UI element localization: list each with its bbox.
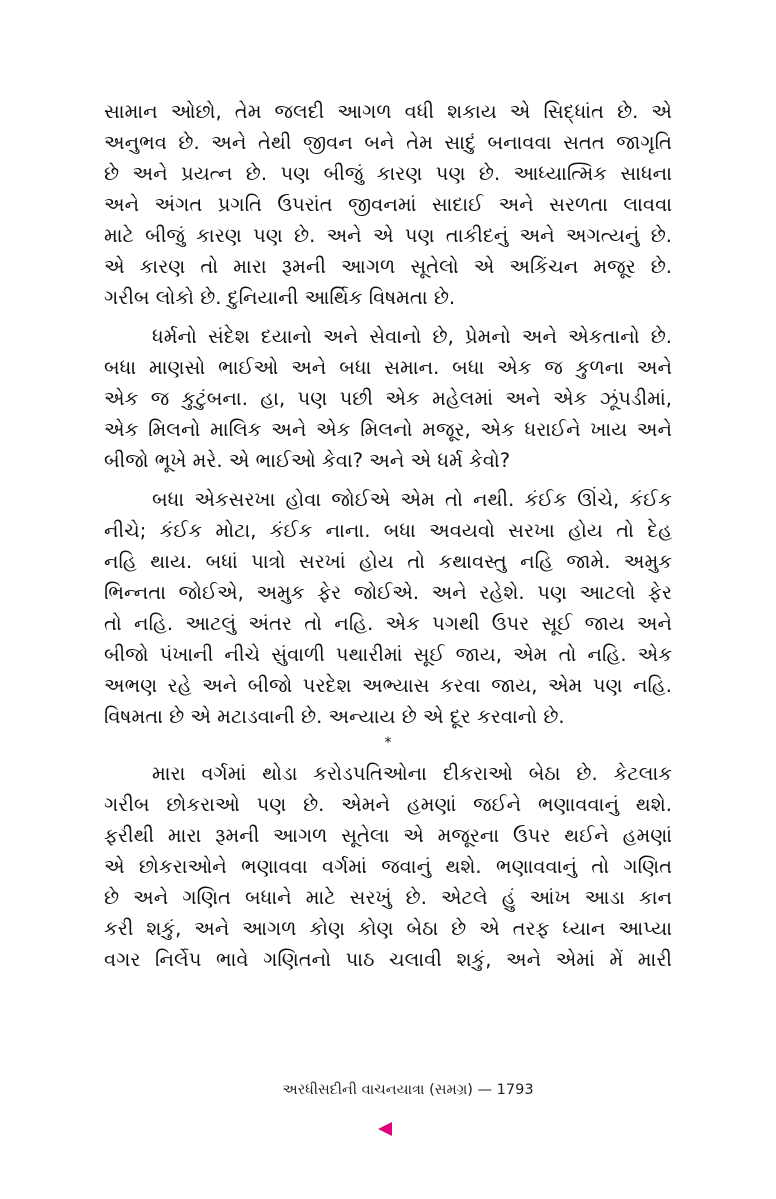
text-line: એ છોકરાઓને ભણાવવા વર્ગમાં જવાનું થશે. ભણાવવાનું તો ગણિત bbox=[104, 855, 672, 878]
text-line: એક મિલનો માલિક અને એક મિલનો મજૂર, એક ધરાઈને ખાય અને bbox=[104, 418, 672, 441]
text-line: ફરીથી મારા રૂમની આગળ સૂતેલા એ મજૂરના ઉપર થઈને હમણાં bbox=[104, 824, 672, 847]
text-line: ગરીબ છોકરાઓ પણ છે. એમને હમણાં જઈને ભણાવવાનું થશે. bbox=[104, 793, 672, 816]
paragraph-3 bbox=[104, 484, 672, 732]
text-line: છે અને ગણિત બધાને માટે સરખું છે. એટલે હું આંખ આડા કાન bbox=[104, 886, 672, 909]
text-line: બધા માણસો ભાઈઓ અને બધા સમાન. બધા એક જ કુળના અને bbox=[104, 356, 672, 379]
page-footer: અરધીસદીની વાચનયાત્રા (સમગ્ર) — 1793 bbox=[282, 1082, 534, 1098]
text-line: બીજો ભૂખે મરે. એ ભાઈઓ કેવા? અને એ ધર્મ કેવો? bbox=[104, 449, 511, 472]
text-line: વિષમતા છે એ મટાડવાની છે. અન્યાય છે એ દૂર કરવાનો છે. bbox=[104, 705, 565, 728]
text-line: સામાન ઓછો, તેમ જલદી આગળ વધી શકાય એ સિદ્ધાંત છે. એ bbox=[104, 100, 672, 123]
text-line: અને અંગત પ્રગતિ ઉપરાંત જીવનમાં સાદાઈ અને સરળતા લાવવા bbox=[104, 193, 672, 216]
text-line: અનુભવ છે. અને તેથી જીવન બને તેમ સાદું બનાવવા સતત જાગૃતિ bbox=[104, 131, 672, 154]
text-line: અભણ રહે અને બીજો પરદેશ અભ્યાસ કરવા જાય, એમ પણ નહિ. bbox=[104, 674, 672, 697]
text-line: તો નહિ. આટલું અંતર તો નહિ. એક પગથી ઉપર સૂઈ જાય અને bbox=[104, 612, 672, 635]
text-line: કરી શકું, અને આગળ કોણ કોણ બેઠા છે એ તરફ ધ્યાન આપ્યા bbox=[104, 917, 672, 940]
paragraph-1 bbox=[104, 96, 672, 313]
text-line: એ કારણ તો મારા રૂમની આગળ સૂતેલો એ અકિંચન મજૂર છે. bbox=[104, 255, 672, 278]
text-line: માટે બીજું કારણ પણ છે. અને એ પણ તાકીદનું અને અગત્યનું છે. bbox=[104, 224, 672, 247]
text-line: મારા વર્ગમાં થોડા કરોડપતિઓના દીકરાઓ બેઠા છે. કેટલાક bbox=[152, 762, 672, 785]
text-line: બીજો પંખાની નીચે સુંવાળી પથારીમાં સૂઈ જાય, એમ તો નહિ. એક bbox=[104, 643, 672, 666]
section-separator: * bbox=[384, 735, 392, 751]
text-line: ભિન્નતા જોઈએ, અમુક ફેર જોઈએ. અને રહેશે. પણ આટલો ફેર bbox=[104, 581, 672, 604]
left-triangle-icon bbox=[378, 1122, 392, 1136]
text-line: નહિ થાય. બધાં પાત્રો સરખાં હોય તો કથાવસ્તુ નહિ જામે. અમુક bbox=[104, 550, 672, 573]
text-line: ધર્મનો સંદેશ દયાનો અને સેવાનો છે, પ્રેમનો અને એકતાનો છે. bbox=[152, 325, 672, 348]
paragraph-2 bbox=[104, 321, 672, 476]
text-line: એક જ કુટુંબના. હા, પણ પછી એક મહેલમાં અને એક ઝૂંપડીમાં, bbox=[104, 387, 672, 410]
page-body bbox=[104, 96, 672, 975]
text-line: ગરીબ લોકો છે. દુનિયાની આર્થિક વિષમતા છે. bbox=[104, 286, 456, 309]
text-line: બધા એકસરખા હોવા જોઈએ એમ તો નથી. કંઈક ઊંચે, કંઈક bbox=[152, 488, 672, 511]
text-line: છે અને પ્રયત્ન છે. પણ બીજું કારણ પણ છે. આધ્યાત્મિક સાધના bbox=[104, 162, 672, 185]
text-line: નીચે; કંઈક મોટા, કંઈક નાના. બધા અવયવો સરખા હોય તો દેહ bbox=[104, 519, 672, 542]
paragraph-4 bbox=[104, 758, 672, 975]
text-line: વગર નિર્લેપ ભાવે ગણિતનો પાઠ ચલાવી શકું, અને એમાં મેં મારી bbox=[104, 948, 672, 971]
